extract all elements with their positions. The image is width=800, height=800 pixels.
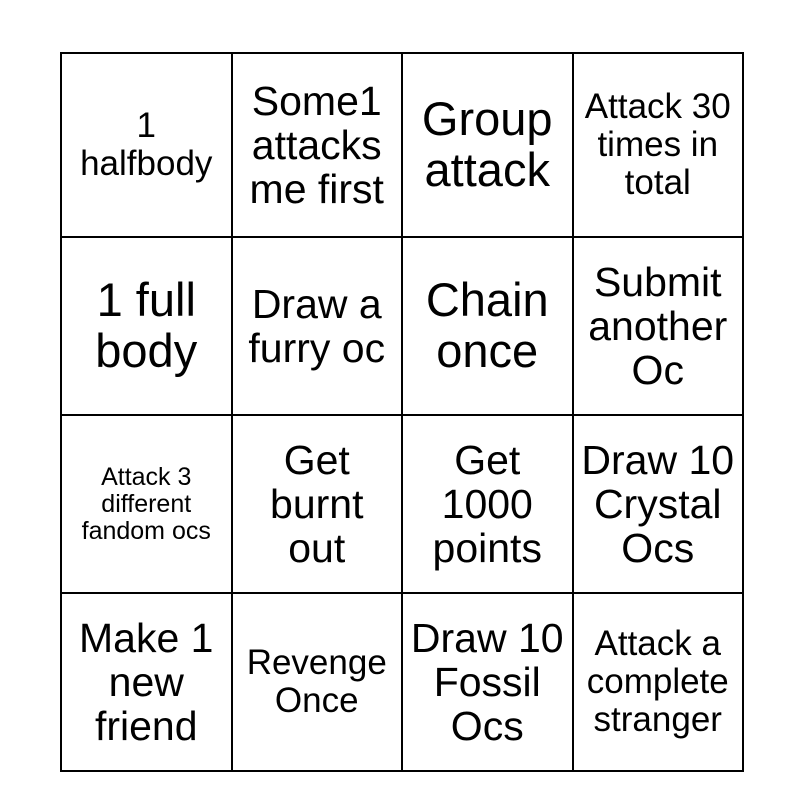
bingo-cell[interactable] bbox=[61, 593, 232, 771]
bingo-cell[interactable] bbox=[573, 593, 744, 771]
bingo-cell[interactable] bbox=[61, 53, 232, 237]
bingo-cell[interactable] bbox=[402, 237, 573, 415]
bingo-cell[interactable] bbox=[61, 237, 232, 415]
bingo-card-body bbox=[61, 53, 743, 771]
bingo-cell-label: Group attack bbox=[421, 92, 553, 196]
bingo-cell-label: Some1 attacks me first bbox=[249, 77, 384, 213]
bingo-cell-label: Chain once bbox=[425, 273, 549, 377]
bingo-cell[interactable] bbox=[573, 415, 744, 593]
bingo-cell[interactable] bbox=[232, 415, 403, 593]
bingo-cell-label: Attack 30 times in total bbox=[584, 87, 731, 202]
bingo-card bbox=[60, 52, 744, 772]
bingo-cell[interactable] bbox=[402, 415, 573, 593]
bingo-cell[interactable] bbox=[232, 237, 403, 415]
table-row bbox=[61, 237, 743, 415]
bingo-cell-label: Attack 3 different fandom ocs bbox=[81, 462, 211, 545]
bingo-cell[interactable] bbox=[61, 415, 232, 593]
bingo-cell[interactable] bbox=[573, 53, 744, 237]
bingo-cell[interactable] bbox=[232, 53, 403, 237]
bingo-cell-label: Draw 10 Fossil Ocs bbox=[410, 614, 564, 750]
table-row bbox=[61, 593, 743, 771]
table-row bbox=[61, 415, 743, 593]
bingo-cell-label: Revenge Once bbox=[246, 643, 387, 720]
bingo-cell-label: Submit another Oc bbox=[588, 258, 728, 394]
bingo-cell[interactable] bbox=[232, 593, 403, 771]
bingo-cell[interactable] bbox=[402, 53, 573, 237]
bingo-cell-label: 1 full body bbox=[95, 273, 198, 377]
bingo-cell-label: Attack a complete stranger bbox=[586, 624, 729, 739]
bingo-cell-label: Get 1000 points bbox=[432, 436, 542, 572]
bingo-cell-label: Make 1 new friend bbox=[79, 614, 214, 750]
bingo-cell-label: Draw 10 Crystal Ocs bbox=[581, 436, 735, 572]
bingo-cell[interactable] bbox=[573, 237, 744, 415]
bingo-card-container bbox=[60, 52, 744, 750]
bingo-cell[interactable] bbox=[402, 593, 573, 771]
bingo-cell-label: 1 halfbody bbox=[80, 106, 213, 183]
bingo-cell-label: Get burnt out bbox=[270, 436, 364, 572]
table-row bbox=[61, 53, 743, 237]
bingo-cell-label: Draw a furry oc bbox=[248, 280, 386, 371]
